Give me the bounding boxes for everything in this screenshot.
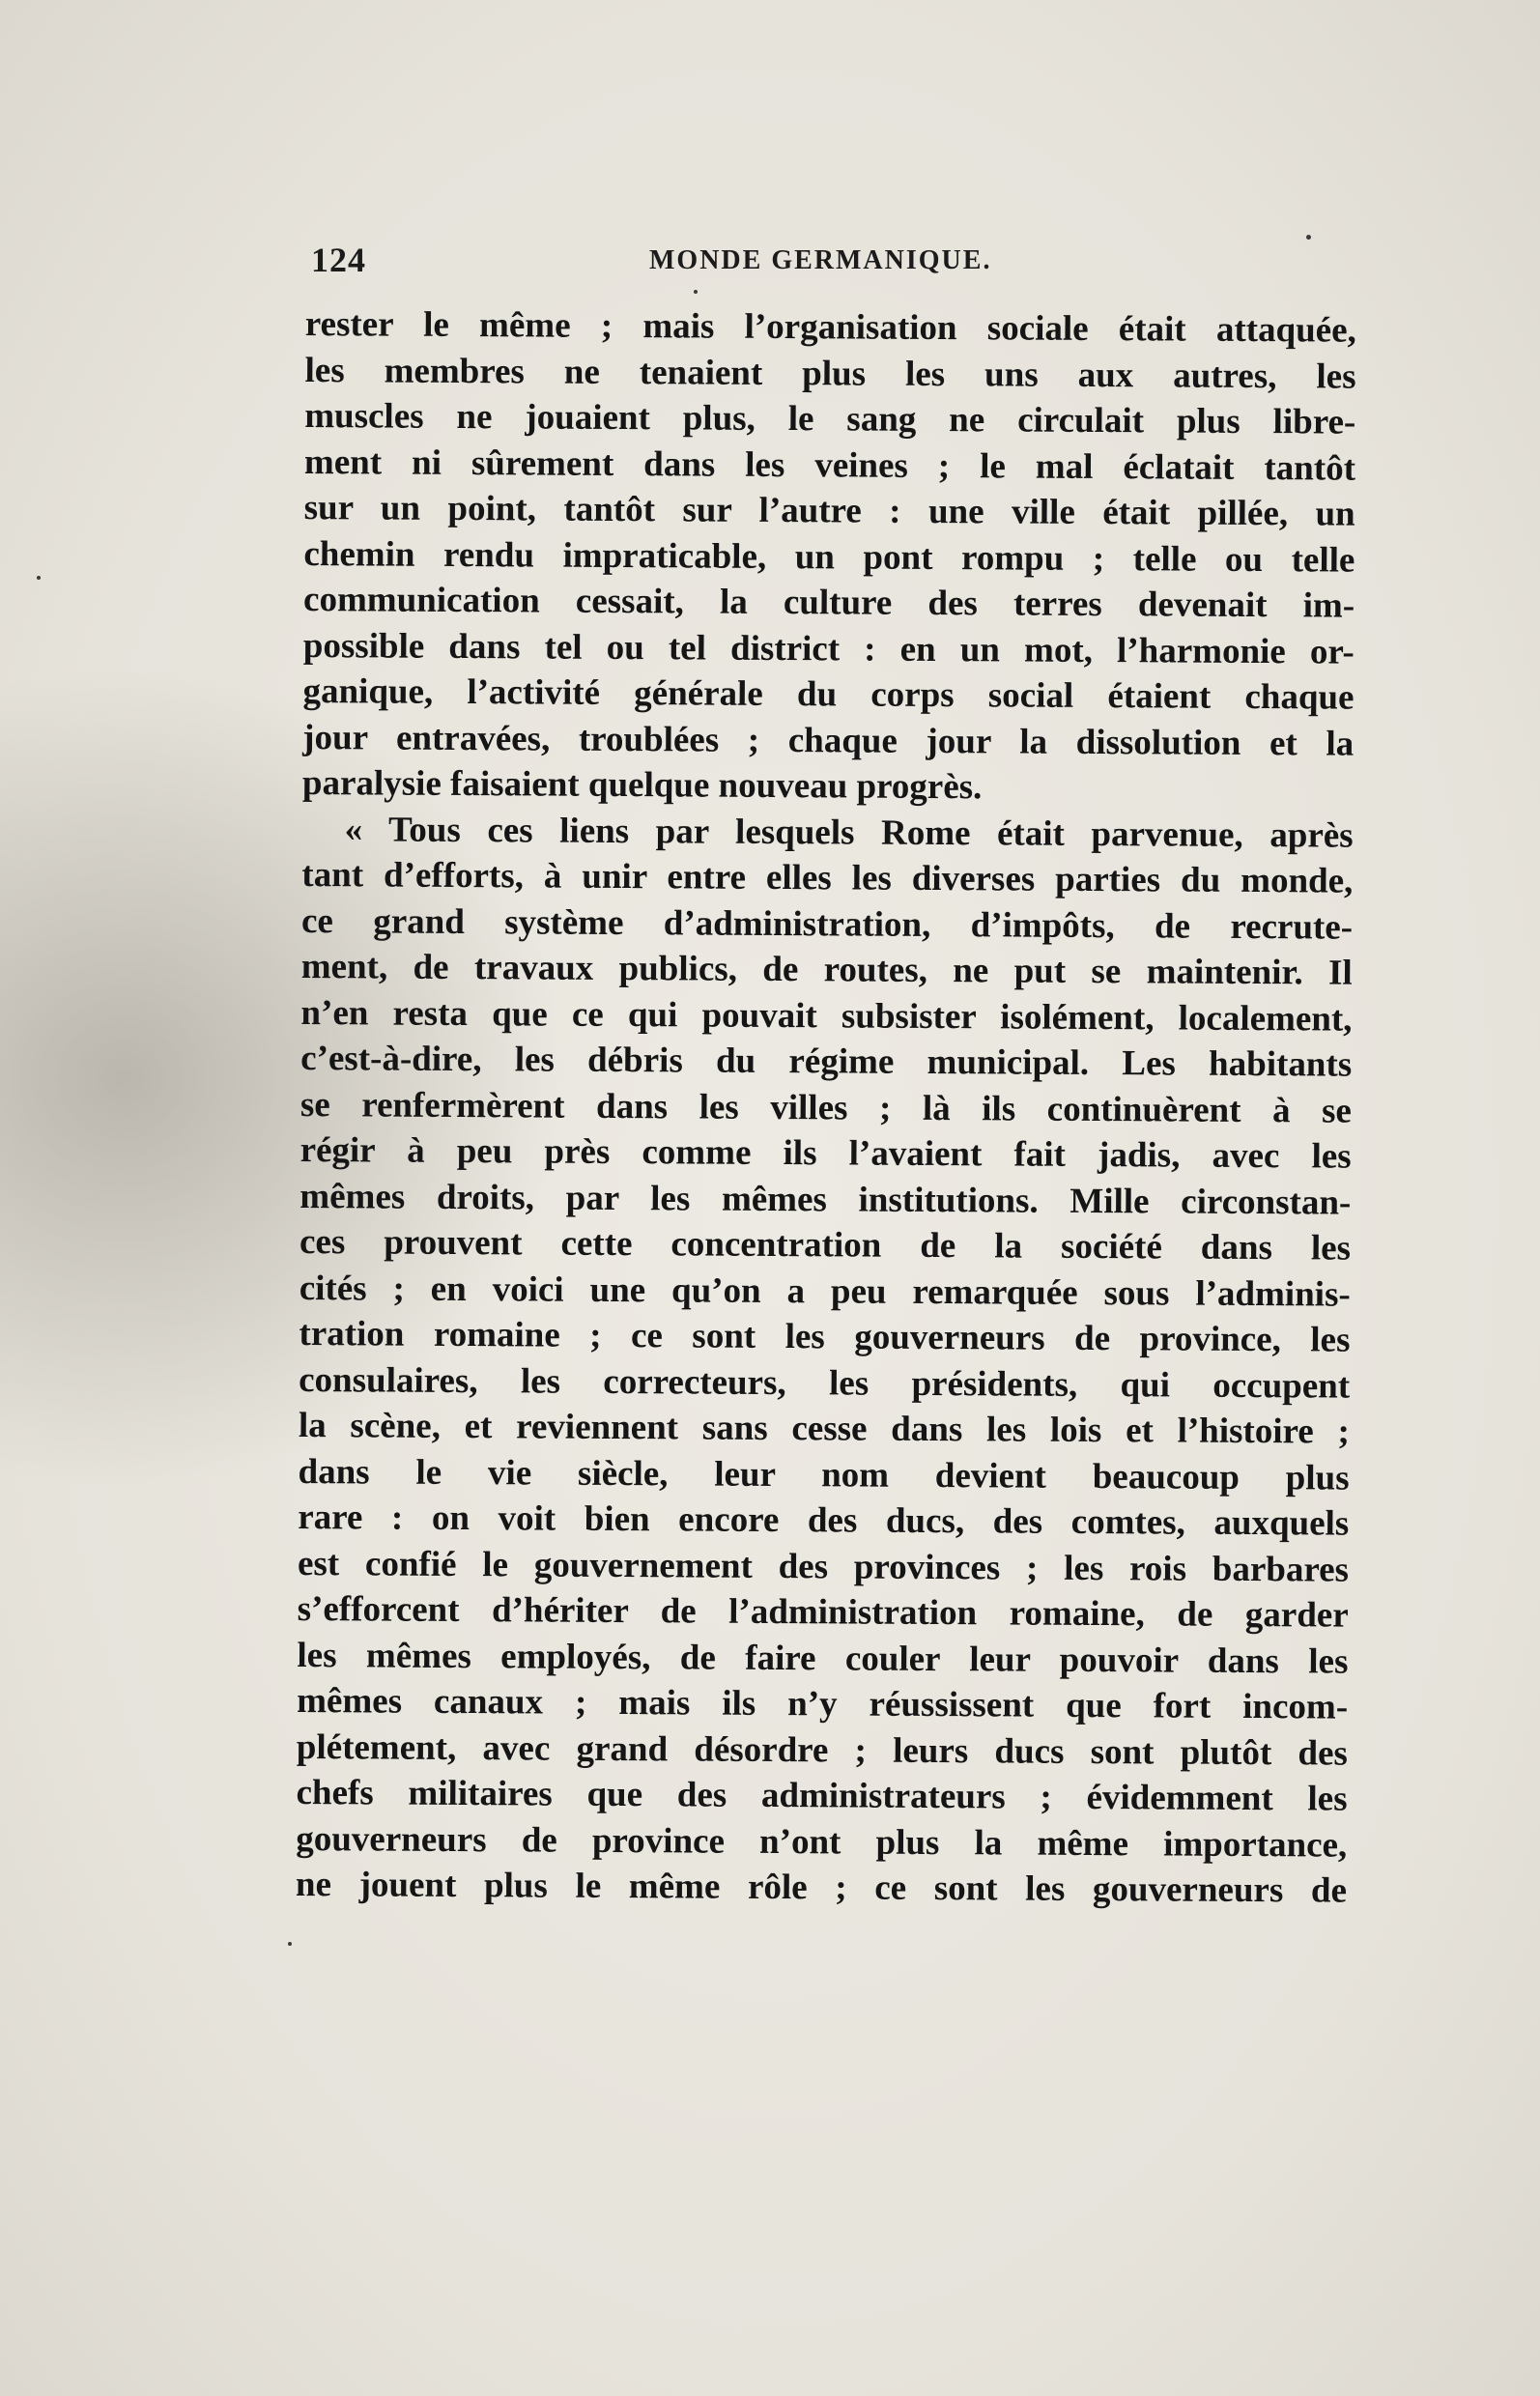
text-line: ment, de travaux publics, de routes, ne put se maintenir. Il — [300, 946, 1353, 993]
text-line: ces prouvent cette concentration de la société dans les — [299, 1221, 1352, 1269]
text-line: chemin rendu impraticable, un pont rompu ; telle ou telle — [303, 533, 1355, 581]
paper-speck — [694, 290, 698, 294]
text-line: est confié le gouvernement des provinces ; les rois barbares — [297, 1543, 1350, 1590]
text-line: consulaires, les correcteurs, les présidents, qui occupent — [299, 1359, 1351, 1407]
text-line: « Tous ces liens par lesquels Rome était parvenue, après — [344, 809, 1354, 856]
text-line: muscles ne jouaient plus, le sang ne circulait plus libre- — [304, 395, 1356, 442]
text-line: n’en resta que ce qui pouvait subsister isolément, localement, — [300, 992, 1353, 1040]
text-line: tant d’efforts, à unir entre elles les diverses parties du monde, — [301, 854, 1354, 901]
text-line: ment ni sûrement dans les veines ; le mal éclatait tantôt — [303, 442, 1356, 489]
paper-speck — [37, 576, 41, 580]
text-line: les membres ne tenaient plus les uns aux autres, les — [304, 350, 1356, 397]
page-number: 124 — [311, 241, 366, 279]
text-line: plétement, avec grand désordre ; leurs ducs sont plutôt des — [296, 1726, 1348, 1774]
text-line: chefs militaires que des administrateurs ; évidemment les — [296, 1772, 1348, 1819]
running-title: MONDE GERMANIQUE. — [649, 245, 992, 275]
text-line: la scène, et reviennent sans cesse dans les lois et l’histoire ; — [298, 1405, 1350, 1452]
text-line: dans le vie siècle, leur nom devient beaucoup plus — [298, 1451, 1350, 1498]
text-line: tration romaine ; ce sont les gouverneurs de province, les — [299, 1313, 1351, 1360]
text-line: se renfermèrent dans les villes ; là ils continuèrent à se — [299, 1084, 1353, 1131]
text-line: ce grand système d’administration, d’impôts, de recrute- — [300, 900, 1354, 948]
text-line: jour entravées, troublées ; chaque jour la dissolution et la — [302, 717, 1355, 764]
paper-speck — [1306, 235, 1311, 240]
text-line: ne jouent plus le même rôle ; ce sont les gouverneurs de — [295, 1864, 1348, 1911]
text-line: mêmes droits, par les mêmes institutions. Mille circonstan- — [299, 1176, 1352, 1223]
paragraph-2 — [296, 806, 1354, 1914]
text-line: gouverneurs de province n’ont plus la même importance, — [296, 1818, 1348, 1866]
text-line: sur un point, tantôt sur l’autre : une ville était pillée, un — [303, 487, 1355, 534]
text-line: possible dans tel ou tel district : en un mot, l’harmonie or- — [302, 625, 1355, 672]
text-line: rare : on voit bien encore des ducs, des comtes, auxquels — [298, 1497, 1350, 1544]
paper-speck — [288, 1942, 292, 1946]
text-line: paralysie faisaient quelque nouveau progrès. — [301, 762, 983, 808]
text-line: les mêmes employés, de faire couler leur pouvoir dans les — [297, 1635, 1349, 1682]
body-text — [296, 301, 1356, 1914]
text-line: communication cessait, la culture des terres devenait im- — [302, 579, 1355, 626]
text-line: cités ; en voici une qu’on a peu remarquée sous l’adminis- — [299, 1268, 1351, 1315]
text-line: c’est-à-dire, les débris du régime municipal. Les habitants — [300, 1038, 1353, 1085]
text-line: mêmes canaux ; mais ils n’y réussissent que fort incom- — [297, 1680, 1349, 1727]
text-line: ganique, l’activité générale du corps social étaient chaque — [302, 670, 1355, 718]
text-line: rester le même ; mais l’organisation sociale était attaquée, — [304, 303, 1356, 351]
text-line: régir à peu près comme ils l’avaient fait jadis, avec les — [299, 1129, 1352, 1177]
running-head — [311, 240, 1355, 288]
text-line: s’efforcent d’hériter de l’administration romaine, de garder — [297, 1588, 1349, 1636]
paragraph-1 — [302, 301, 1356, 813]
